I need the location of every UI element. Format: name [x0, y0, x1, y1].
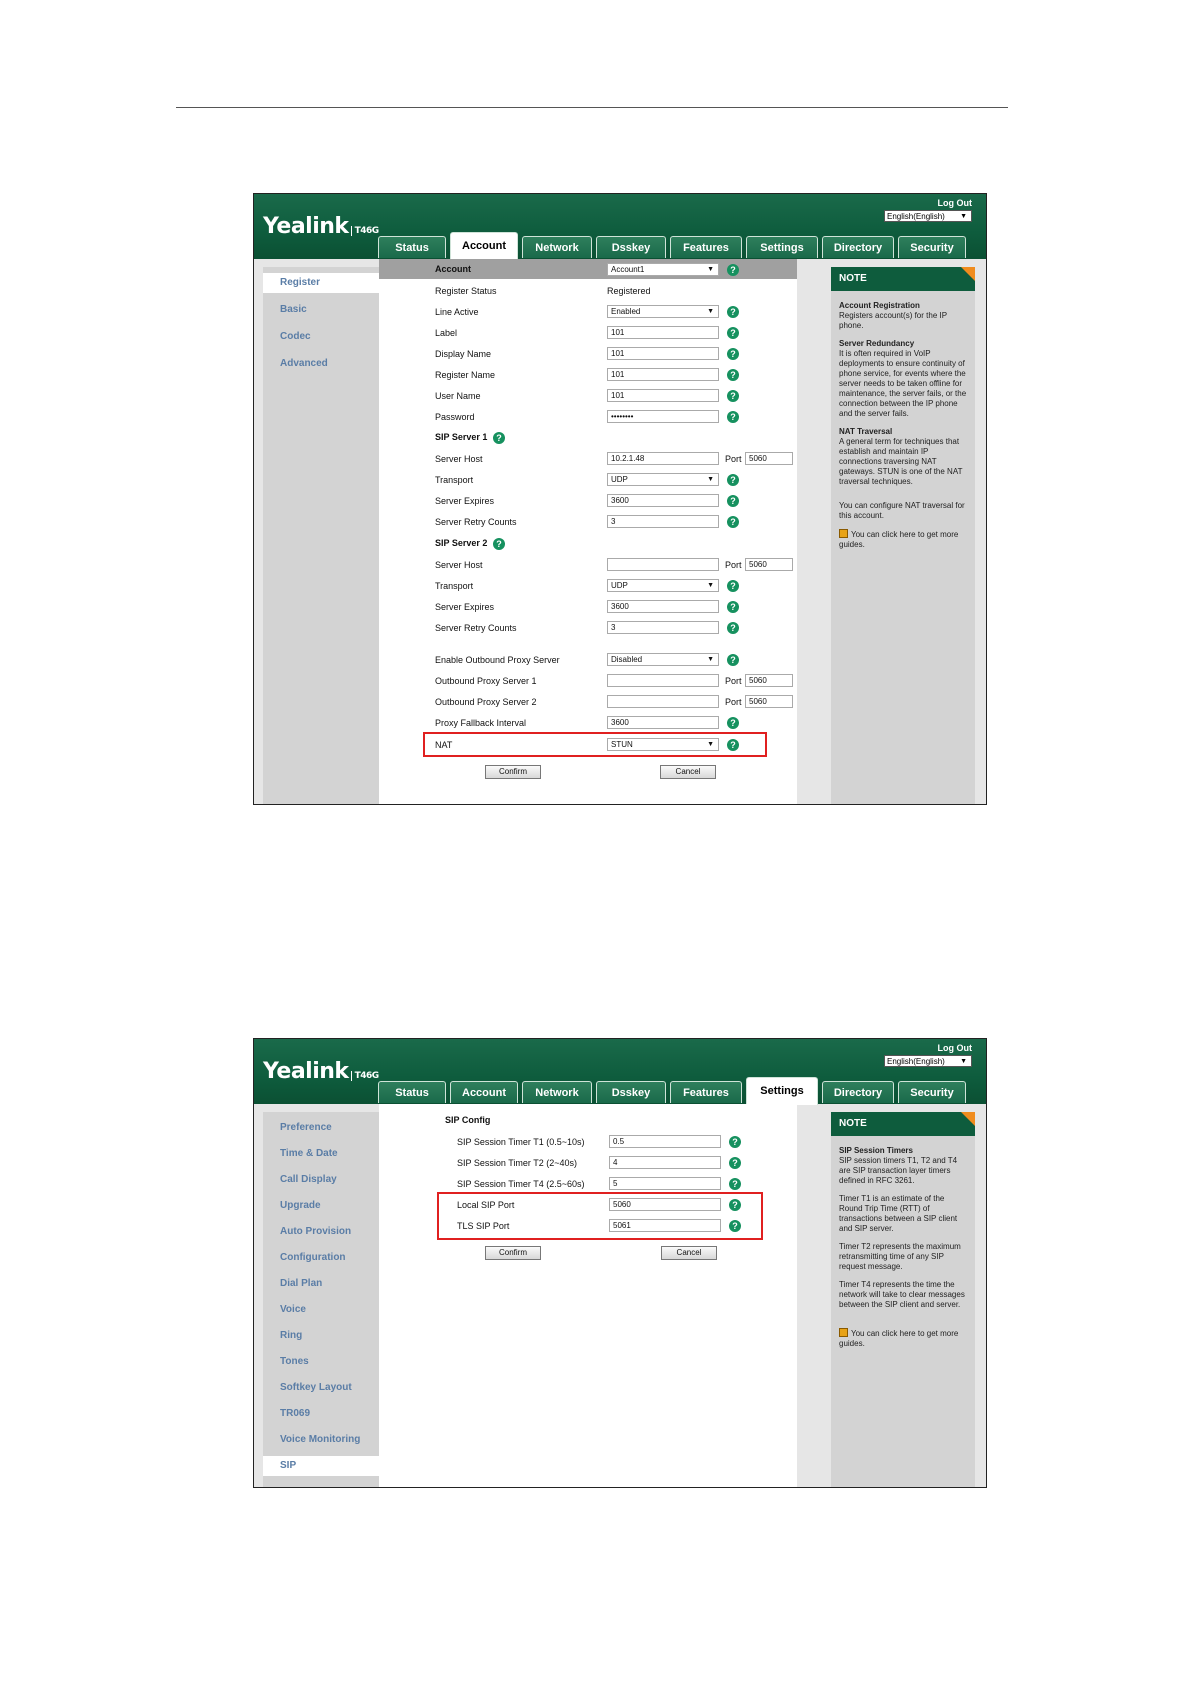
nat-label: NAT [435, 740, 453, 750]
register-form [379, 259, 797, 804]
note-heading: Server Redundancy [839, 339, 915, 348]
help-icon[interactable]: ? [493, 432, 505, 444]
chevron-down-icon: ▼ [707, 656, 714, 663]
note-text: Timer T2 represents the maximum retransmitting time of any SIP request message. [839, 1242, 961, 1271]
account-sidebar [263, 267, 379, 804]
sidebar-item-configuration[interactable]: Configuration [280, 1252, 346, 1263]
sidebar-item-basic[interactable]: Basic [280, 304, 307, 315]
help-icon[interactable]: ? [729, 1178, 741, 1190]
display-name-input[interactable]: 101 [607, 347, 719, 360]
note-text: Registers account(s) for the IP phone. [839, 311, 947, 330]
sidebar-item-call-display[interactable]: Call Display [280, 1174, 337, 1185]
more-guides-link[interactable]: You can click here to get more guides. [839, 530, 959, 549]
chevron-down-icon: ▼ [707, 741, 714, 748]
help-icon[interactable]: ? [727, 495, 739, 507]
more-guides-link[interactable]: You can click here to get more guides. [839, 1329, 959, 1348]
label-label: Label [435, 328, 458, 338]
port-label: Port [725, 697, 742, 707]
port-label: Port [725, 676, 742, 686]
tab-dsskey[interactable]: Dsskey [596, 1081, 666, 1103]
transport-select[interactable]: UDP ▼ [607, 473, 719, 486]
help-icon[interactable]: ? [729, 1136, 741, 1148]
help-icon[interactable]: ? [727, 580, 739, 592]
help-icon[interactable]: ? [493, 538, 505, 550]
tab-dsskey[interactable]: Dsskey [596, 236, 666, 258]
note-heading: NAT Traversal [839, 427, 893, 436]
transport-label: Transport [435, 581, 474, 591]
sidebar-item-softkey-layout[interactable]: Softkey Layout [280, 1382, 352, 1393]
server-expires-input[interactable]: 3600 [607, 494, 719, 507]
account-register-screenshot [253, 193, 987, 805]
outbound-proxy-2-input[interactable] [607, 695, 719, 708]
sip-server-2-header: SIP Server 2 [435, 538, 488, 548]
tab-directory[interactable]: Directory [822, 236, 894, 258]
fallback-label: Proxy Fallback Interval [435, 718, 527, 728]
server-retry-label: Server Retry Counts [435, 517, 517, 527]
note-text: Timer T1 is an estimate of the Round Trip Time (RTT) of transactions between a SIP client and SIP server. [839, 1194, 958, 1233]
help-icon[interactable]: ? [727, 516, 739, 528]
note-corner-decoration [961, 1112, 975, 1126]
server-expires-label: Server Expires [435, 602, 495, 612]
note-heading: SIP Session Timers [839, 1146, 913, 1155]
help-icon[interactable]: ? [727, 411, 739, 423]
sidebar-item-time-date[interactable]: Time & Date [280, 1148, 338, 1159]
server-host-label: Server Host [435, 560, 483, 570]
chevron-down-icon: ▼ [707, 308, 714, 315]
outbound-proxy-1-input[interactable] [607, 674, 719, 687]
help-icon[interactable]: ? [727, 601, 739, 613]
timer-t1-label: SIP Session Timer T1 (0.5~10s) [457, 1137, 585, 1147]
settings-sip-screenshot [253, 1038, 987, 1488]
line-active-label: Line Active [435, 307, 479, 317]
transport-select[interactable]: UDP ▼ [607, 579, 719, 592]
tab-settings[interactable]: Settings [746, 236, 818, 258]
language-select[interactable]: English(English) ▼ [884, 1055, 972, 1067]
tab-network[interactable]: Network [522, 236, 592, 258]
note-text: A general term for techniques that establish and maintain IP connections traversing NAT gateways. STUN is one of the NAT traversal techniques. [839, 437, 963, 486]
sidebar-item-tones[interactable]: Tones [280, 1356, 309, 1367]
server-retry-label: Server Retry Counts [435, 623, 517, 633]
register-status-label: Register Status [435, 286, 497, 296]
user-name-label: User Name [435, 391, 481, 401]
note-title: NOTE [831, 1112, 975, 1136]
sidebar-item-voice[interactable]: Voice [280, 1304, 306, 1315]
sidebar-item-dial-plan[interactable]: Dial Plan [280, 1278, 323, 1289]
server-host-input[interactable] [607, 558, 719, 571]
help-icon[interactable]: ? [729, 1199, 741, 1211]
chevron-down-icon: ▼ [707, 476, 714, 483]
port-label: Port [725, 560, 742, 570]
guide-book-icon [839, 529, 848, 538]
sidebar-item-codec[interactable]: Codec [280, 331, 311, 342]
help-icon[interactable]: ? [727, 739, 739, 751]
outbound-proxy-1-label: Outbound Proxy Server 1 [435, 676, 537, 686]
page-header-rule [176, 107, 1008, 108]
tab-features[interactable]: Features [670, 236, 742, 258]
chevron-down-icon: ▼ [960, 213, 967, 220]
user-name-input[interactable]: 101 [607, 389, 719, 402]
port-label: Port [725, 454, 742, 464]
help-icon[interactable]: ? [727, 717, 739, 729]
note-body [839, 1146, 969, 1357]
password-label: Password [435, 412, 475, 422]
tab-security[interactable]: Security [898, 236, 966, 258]
server-retry-input[interactable]: 3 [607, 621, 719, 634]
note-text: It is often required in VoIP deployments to ensure continuity of phone service, for events where the server needs to be taken offline for maintenance, the server fails, or the connection between the IP phone and the server fails. [839, 349, 967, 418]
tab-account[interactable]: Account [450, 1081, 518, 1103]
local-sip-port-input[interactable]: 5060 [609, 1198, 721, 1211]
timer-t1-input[interactable]: 0.5 [609, 1135, 721, 1148]
help-icon[interactable]: ? [727, 306, 739, 318]
nat-select[interactable]: STUN ▼ [607, 738, 719, 751]
sip-config-form [379, 1104, 797, 1487]
account-label: Account [435, 264, 471, 274]
help-icon[interactable]: ? [727, 390, 739, 402]
header-bar [254, 1039, 986, 1104]
help-icon[interactable]: ? [727, 369, 739, 381]
tls-sip-port-input[interactable]: 5061 [609, 1219, 721, 1232]
timer-t4-input[interactable]: 5 [609, 1177, 721, 1190]
server-expires-input[interactable]: 3600 [607, 600, 719, 613]
yealink-logo: Yealink T46G [263, 214, 379, 239]
port-input[interactable]: 5060 [745, 674, 793, 687]
cancel-button[interactable]: Cancel [661, 1246, 717, 1260]
cancel-button[interactable]: Cancel [660, 765, 716, 779]
sidebar-item-register[interactable]: Register [263, 273, 379, 293]
tab-status[interactable]: Status [378, 236, 446, 258]
fallback-input[interactable]: 3600 [607, 716, 719, 729]
note-text: Timer T4 represents the time the network will take to clear messages between the SIP client and server. [839, 1280, 965, 1309]
language-select[interactable]: English(English) ▼ [884, 210, 972, 222]
tab-network[interactable]: Network [522, 1081, 592, 1103]
note-title: NOTE [831, 267, 975, 291]
server-retry-input[interactable]: 3 [607, 515, 719, 528]
server-host-input[interactable]: 10.2.1.48 [607, 452, 719, 465]
timer-t4-label: SIP Session Timer T4 (2.5~60s) [457, 1179, 585, 1189]
help-icon[interactable]: ? [727, 622, 739, 634]
header-bar [254, 194, 986, 259]
note-body [839, 301, 969, 558]
section-title: SIP Config [445, 1115, 491, 1125]
help-icon[interactable]: ? [729, 1157, 741, 1169]
sidebar-item-sip[interactable]: SIP [263, 1456, 379, 1476]
display-name-label: Display Name [435, 349, 492, 359]
local-sip-port-label: Local SIP Port [457, 1200, 515, 1210]
logout-link[interactable]: Log Out [937, 1043, 972, 1053]
outbound-proxy-2-label: Outbound Proxy Server 2 [435, 697, 537, 707]
help-icon[interactable]: ? [727, 654, 739, 666]
tab-security[interactable]: Security [898, 1081, 966, 1103]
timer-t2-input[interactable]: 4 [609, 1156, 721, 1169]
note-corner-decoration [961, 267, 975, 281]
outbound-enable-select[interactable]: Disabled ▼ [607, 653, 719, 666]
port-input[interactable]: 5060 [745, 452, 793, 465]
confirm-button[interactable]: Confirm [485, 765, 541, 779]
tab-status[interactable]: Status [378, 1081, 446, 1103]
guide-book-icon [839, 1328, 848, 1337]
server-expires-label: Server Expires [435, 496, 495, 506]
confirm-button[interactable]: Confirm [485, 1246, 541, 1260]
sidebar-item-voice-monitoring[interactable]: Voice Monitoring [280, 1434, 361, 1445]
tab-settings[interactable]: Settings [746, 1077, 818, 1105]
help-icon[interactable]: ? [727, 348, 739, 360]
register-name-input[interactable]: 101 [607, 368, 719, 381]
chevron-down-icon: ▼ [960, 1058, 967, 1065]
help-icon[interactable]: ? [727, 264, 739, 276]
note-heading: Account Registration [839, 301, 920, 310]
note-panel [831, 1112, 975, 1487]
tab-account[interactable]: Account [450, 232, 518, 260]
transport-label: Transport [435, 475, 474, 485]
line-active-select[interactable]: Enabled ▼ [607, 305, 719, 318]
settings-sidebar [263, 1112, 379, 1487]
note-text: SIP session timers T1, T2 and T4 are SIP transaction layer timers defined in RFC 3261. [839, 1156, 958, 1185]
help-icon[interactable]: ? [729, 1220, 741, 1232]
yealink-logo: Yealink T46G [263, 1059, 379, 1084]
sidebar-item-preference[interactable]: Preference [280, 1122, 332, 1133]
register-status-value: Registered [607, 286, 651, 296]
chevron-down-icon: ▼ [707, 266, 714, 273]
note-text: You can configure NAT traversal for this account. [839, 501, 965, 520]
server-host-label: Server Host [435, 454, 483, 464]
label-input[interactable]: 101 [607, 326, 719, 339]
note-panel [831, 267, 975, 804]
timer-t2-label: SIP Session Timer T2 (2~40s) [457, 1158, 577, 1168]
outbound-enable-label: Enable Outbound Proxy Server [435, 655, 560, 665]
tab-directory[interactable]: Directory [822, 1081, 894, 1103]
register-name-label: Register Name [435, 370, 496, 380]
port-input[interactable]: 5060 [745, 558, 793, 571]
sidebar-item-auto-provision[interactable]: Auto Provision [280, 1226, 352, 1237]
sidebar-item-ring[interactable]: Ring [280, 1330, 303, 1341]
tls-sip-port-label: TLS SIP Port [457, 1221, 510, 1231]
account-select[interactable]: Account1 ▼ [607, 263, 719, 276]
sidebar-item-advanced[interactable]: Advanced [280, 358, 328, 369]
password-input[interactable]: •••••••• [607, 410, 719, 423]
tab-features[interactable]: Features [670, 1081, 742, 1103]
help-icon[interactable]: ? [727, 474, 739, 486]
logout-link[interactable]: Log Out [937, 198, 972, 208]
sip-server-1-header: SIP Server 1 [435, 432, 488, 442]
chevron-down-icon: ▼ [707, 582, 714, 589]
help-icon[interactable]: ? [727, 327, 739, 339]
port-input[interactable]: 5060 [745, 695, 793, 708]
sidebar-item-upgrade[interactable]: Upgrade [280, 1200, 321, 1211]
sidebar-item-tr069[interactable]: TR069 [280, 1408, 311, 1419]
